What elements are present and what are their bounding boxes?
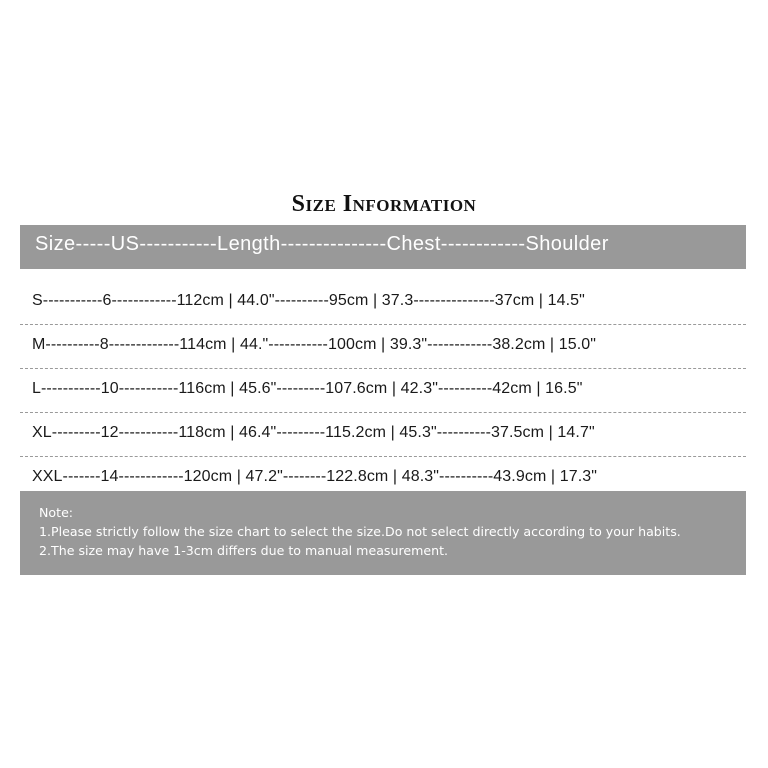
size-row-text: L-----------10-----------116cm | 45.6"---------107.6cm | 42.3"----------42cm | 16.5" — [32, 380, 583, 397]
page-title: Size Information — [291, 191, 477, 217]
note-line-1: 1.Please strictly follow the size chart to select the size.Do not select directly according to your habits. — [39, 524, 681, 539]
note-box — [20, 491, 746, 575]
size-chart-rows — [20, 281, 746, 501]
size-row-m — [20, 325, 746, 369]
size-chart-header-text: Size-----US-----------Length---------------Chest------------Shoulder — [35, 233, 609, 255]
size-row-s — [20, 281, 746, 325]
size-row-l — [20, 369, 746, 413]
size-row-text: M----------8-------------114cm | 44."-----------100cm | 39.3"------------38.2cm | 15.0" — [32, 336, 597, 353]
size-row-text: S-----------6------------112cm | 44.0"----------95cm | 37.3---------------37cm | 14.5" — [32, 292, 585, 309]
size-row-text: XL---------12-----------118cm | 46.4"---------115.2cm | 45.3"----------37.5cm | 14.7" — [32, 424, 595, 441]
size-row-text: XXL-------14------------120cm | 47.2"--------122.8cm | 48.3"----------43.9cm | 17.3" — [32, 468, 598, 485]
size-row-xl — [20, 413, 746, 457]
size-chart-header — [20, 225, 746, 269]
note-line-2: 2.The size may have 1-3cm differs due to manual measurement. — [39, 543, 449, 558]
note-heading: Note: — [39, 505, 74, 520]
